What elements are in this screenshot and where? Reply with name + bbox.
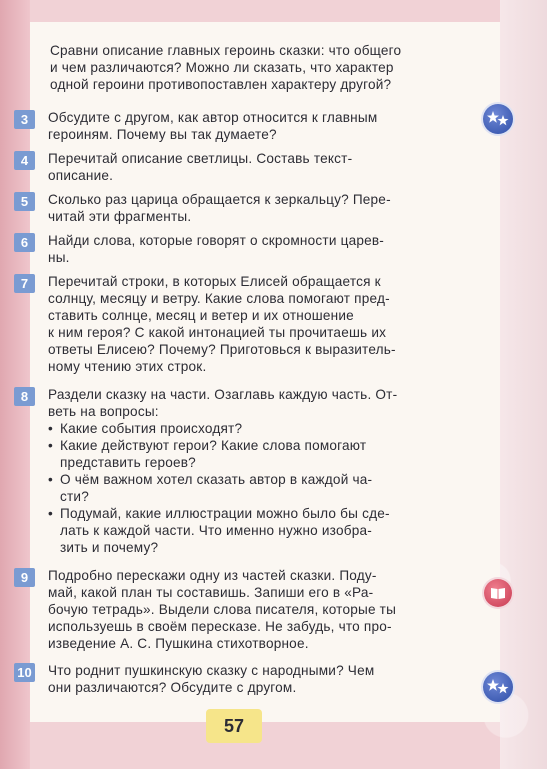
text-line: Подробно перескажи одну из частей сказки. Поду- — [48, 568, 377, 583]
question-number-badge: 3 — [14, 110, 35, 129]
text-line: читай эти фрагменты. — [48, 209, 192, 224]
question-text — [48, 232, 468, 266]
bullet-item: • О чём важном хотел сказать автор в каждой ча- — [48, 471, 468, 488]
text-line: Перечитай строки, в которых Елисей обращается к — [48, 274, 381, 289]
pair-work-star-icon — [483, 672, 513, 702]
text-line: сти? — [60, 489, 89, 504]
text-line: Сравни описание главных героинь сказки: что общего — [50, 43, 402, 58]
text-line: Обсудите с другом, как автор относится к главным — [48, 110, 378, 125]
text-line: солнцу, месяцу и ветру. Какие слова помогают пред- — [48, 291, 390, 306]
text-line: изведение А. С. Пушкина стихотворное. — [48, 636, 309, 651]
question-text — [48, 109, 468, 143]
question-text — [48, 386, 468, 556]
text-line: лать к каждой части. Что именно нужно изобра- — [60, 523, 372, 538]
bullet-item: • Какие действуют герои? Какие слова помогают — [48, 437, 468, 454]
text-line: зить и почему? — [60, 540, 159, 555]
question-number-badge: 4 — [14, 151, 35, 170]
text-line: Перечитай описание светлицы. Составь текст- — [48, 151, 353, 166]
question-number-badge: 5 — [14, 192, 35, 211]
question-number-badge: 7 — [14, 274, 35, 293]
bullet-item: • Какие события происходят? — [48, 420, 468, 437]
intro-paragraph — [50, 42, 470, 93]
question-text — [48, 150, 468, 184]
question-text — [48, 191, 468, 225]
text-line: ответы Елисею? Почему? Приготовься к выразитель- — [48, 342, 396, 357]
text-line: веть на вопросы: — [48, 404, 159, 419]
text-line: используешь в своём пересказе. Не забудь, что про- — [48, 619, 392, 634]
text-line: бочую тетрадь». Выдели слова писателя, которые ты — [48, 602, 397, 617]
text-line: и чем различаются? Можно ли сказать, что характер — [50, 60, 394, 75]
text-line: они различаются? Обсудите с другом. — [48, 680, 297, 695]
text-line: ставить солнце, месяц и ветер и их отношение — [48, 308, 354, 323]
text-line: май, какой план ты составишь. Запиши его в «Ра- — [48, 585, 374, 600]
text-line: представить героев? — [60, 455, 196, 470]
text-line: Сколько раз царица обращается к зеркальцу? Пере- — [48, 192, 391, 207]
question-number-badge: 6 — [14, 233, 35, 252]
text-line: Что роднит пушкинскую сказку с народными? Чем — [48, 663, 375, 678]
question-text — [48, 567, 468, 652]
text-line: описание. — [48, 168, 114, 183]
workbook-book-icon — [484, 579, 512, 607]
question-number-badge: 8 — [14, 387, 35, 406]
text-line: ны. — [48, 250, 70, 265]
question-number-badge: 10 — [14, 663, 35, 682]
page-number: 57 — [206, 709, 262, 743]
text-line: Найди слова, которые говорят о скромности царев- — [48, 233, 385, 248]
question-number-badge: 9 — [14, 568, 35, 587]
text-line: к ним героя? С какой интонацией ты прочитаешь их — [48, 325, 387, 340]
text-line: героиням. Почему вы так думаете? — [48, 127, 277, 142]
text-line: ному чтению этих строк. — [48, 359, 207, 374]
question-text — [48, 662, 468, 696]
pair-work-star-icon — [483, 104, 513, 134]
question-text — [48, 273, 468, 375]
text-line: Раздели сказку на части. Озаглавь каждую часть. От- — [48, 387, 398, 402]
text-line: одной героини противопоставлен характеру другой? — [50, 77, 392, 92]
bullet-item: • Подумай, какие иллюстрации можно было бы сде- — [48, 505, 468, 522]
